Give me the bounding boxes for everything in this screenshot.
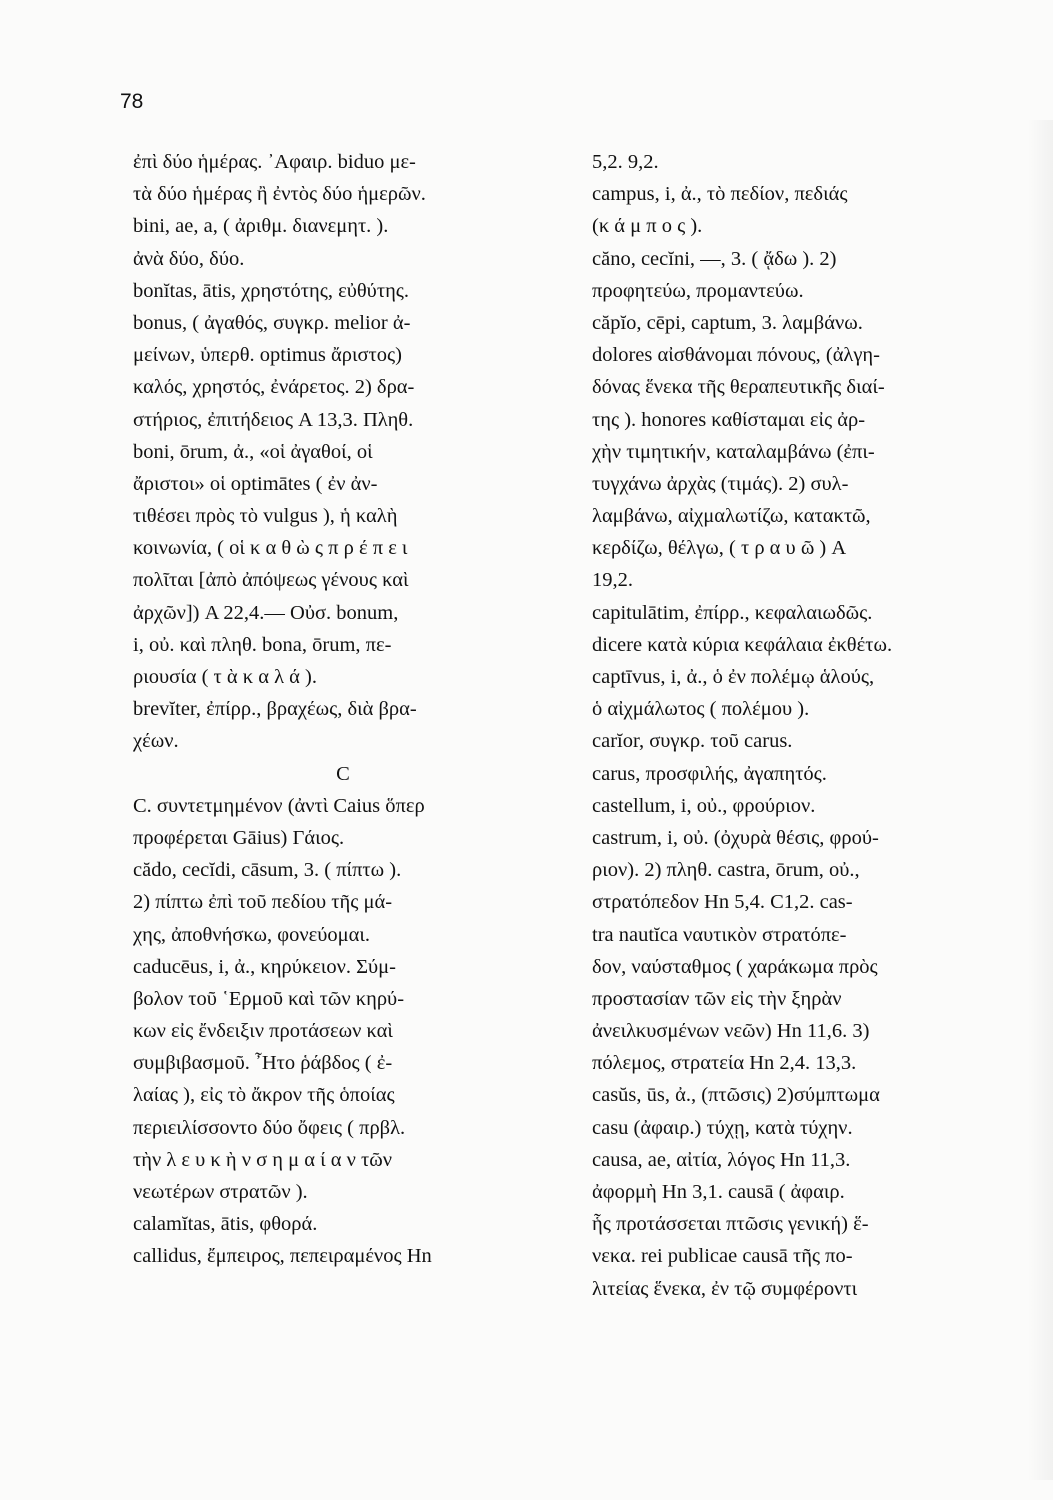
right-column [592, 146, 1032, 1305]
text-line: κοινωνία, ( οἱ κ α θ ὼ ς π ρ έ π ε ι [133, 537, 408, 560]
text-line: bini, ae, a, ( ἀριθμ. διανεμητ. ). [133, 215, 389, 238]
text-line: ἧς προτάσσεται πτῶσις γενική) ἕ- [592, 1213, 869, 1236]
text-line: λιτείας ἕνεκα, ἐν τῷ συμφέροντι [592, 1277, 858, 1300]
text-line: 5,2. 9,2. [592, 151, 659, 173]
text-line: προφητεύω, προμαντεύω. [592, 279, 804, 302]
text-line: μείνων, ὑπερθ. optimus ἄριστος) [133, 344, 402, 367]
text-line: căno, cecĭni, —, 3. ( ᾄδω ). 2) [592, 247, 837, 270]
text-line: cădo, cecĭdi, cāsum, 3. ( πίπτω ). [133, 859, 402, 882]
text-line: bonus, ( ἀγαθός, συγκρ. melior ἀ- [133, 311, 411, 334]
text-line: στρατόπεδον Hn 5,4. C1,2. cas- [592, 891, 853, 914]
text-line: τιθέσει πρὸς τὸ vulgus ), ἡ καλὴ [133, 505, 398, 528]
text-line: ἀνὰ δύο, δύο. [133, 247, 245, 270]
text-line: χὴν τιμητικήν, καταλαμβάνω (ἐπι- [592, 440, 875, 463]
text-line: χης, ἀποθνήσκω, φονεύομαι. [133, 923, 371, 946]
text-line: casŭs, ūs, ἀ., (πτῶσις) 2)σύμπτωμα [592, 1084, 880, 1107]
text-line: τυγχάνω ἀρχὰς (τιμάς). 2) συλ- [592, 472, 849, 495]
text-line: caducēus, i, ἀ., κηρύκειον. Σύμ- [133, 955, 396, 978]
text-line: brevĭter, ἐπίρρ., βραχέως, διὰ βρα- [133, 698, 417, 721]
text-line: C. συντετμημένον (ἀντὶ Caius ὅπερ [133, 794, 425, 817]
text-line: dolores αἰσθάνομαι πόνους, (ἀλγη- [592, 344, 880, 367]
text-line: 2) πίπτω ἐπὶ τοῦ πεδίου τῆς μά- [133, 891, 393, 914]
text-line: castellum, i, οὐ., φρούριον. [592, 794, 816, 817]
text-line: boni, ōrum, ἀ., «οἱ ἀγαθοί, οἱ [133, 440, 373, 463]
page-number: 78 [120, 90, 144, 113]
text-line: bonĭtas, ātis, χρηστότης, εὐθύτης. [133, 279, 410, 302]
text-line: χέων. [133, 730, 179, 753]
text-line: castrum, i, οὐ. (ὀχυρὰ θέσις, φρού- [592, 826, 879, 849]
text-line: campus, i, ἀ., τὸ πεδίον, πεδιάς [592, 183, 848, 206]
text-line: πολῖται [ἀπὸ ἀπόψεως γένους καὶ [133, 569, 409, 592]
text-line: captīvus, i, ἀ., ὁ ἐν πολέμῳ ἁλούς, [592, 666, 875, 688]
text-line: προφέρεται Gāius) Γάιος. [133, 826, 345, 849]
text-line: causa, ae, αἰτία, λόγος Hn 11,3. [592, 1148, 851, 1171]
text-line: casu (ἀφαιρ.) τύχῃ, κατὰ τύχην. [592, 1116, 853, 1139]
text-line: κερδίζω, θέλγω, ( τ ρ α υ ῶ ) A [592, 537, 847, 560]
text-line: δον, ναύσταθμος ( χαράκωμα πρὸς [592, 955, 878, 978]
text-line: λαμβάνω, αἰχμαλωτίζω, κατακτῶ, [592, 505, 871, 528]
text-line: (κ ά μ π ο ς ). [592, 215, 703, 238]
text-line: λαίας ), εἰς τὸ ἄκρον τῆς ὁποίας [133, 1084, 395, 1107]
text-line: i, οὐ. καὶ πληθ. bona, ōrum, πε- [133, 633, 392, 656]
text-line: capitulātim, ἐπίρρ., κεφαλαιωδῶς. [592, 601, 873, 624]
text-line: calamĭtas, ātis, φθορά. [133, 1213, 318, 1236]
text-line: carus, προσφιλής, ἀγαπητός. [592, 762, 827, 785]
text-line: περιειλίσσοντο δύο ὄφεις ( πρβλ. [133, 1116, 406, 1139]
text-line: ἀρχῶν]) A 22,4.— Οὐσ. bonum, [133, 601, 399, 624]
text-line: δόνας ἕνεκα τῆς θεραπευτικῆς διαί- [592, 376, 885, 399]
text-line: căpĭo, cēpi, captum, 3. λαμβάνω. [592, 311, 863, 334]
text-line: ἀφορμὴ Hn 3,1. causā ( ἀφαιρ. [592, 1181, 845, 1203]
text-line: συμβιβασμοῦ. ῏Ητο ῥάβδος ( ἐ- [133, 1052, 393, 1075]
text-line: τὰ δύο ἡμέρας ἢ ἐντὸς δύο ἡμερῶν. [133, 183, 426, 206]
text-line: νεκα. rei publicae causā τῆς πο- [592, 1245, 853, 1268]
text-line: dicere κατὰ κύρια κεφάλαια ἐκθέτω. [592, 633, 893, 656]
text-line: ριον). 2) πληθ. castra, ōrum, οὐ., [592, 859, 860, 882]
text-line: νεωτέρων στρατῶν ). [133, 1181, 308, 1203]
section-letter-heading: C [336, 762, 350, 785]
text-line: ἄριστοι» οἱ optimātes ( ἐν ἀν- [133, 472, 378, 495]
text-line: ἐπὶ δύο ἡμέρας. ᾿Αφαιρ. biduo με- [133, 151, 416, 173]
text-line: προστασίαν τῶν εἰς τὴν ξηρὰν [592, 987, 842, 1010]
text-line: tra nautĭca ναυτικὸν στρατόπε- [592, 923, 847, 946]
text-line: τὴν λ ε υ κ ὴ ν σ η μ α ί α ν τῶν [133, 1148, 393, 1171]
text-line: 19,2. [592, 569, 633, 592]
text-line: στήριος, ἐπιτήδειος A 13,3. Πληθ. [133, 408, 414, 431]
text-line: κων εἰς ἔνδειξιν προτάσεων καὶ [133, 1020, 393, 1043]
text-line: πόλεμος, στρατεία Hn 2,4. 13,3. [592, 1052, 857, 1075]
text-line: carĭor, συγκρ. τοῦ carus. [592, 730, 793, 753]
text-line: καλός, χρηστός, ἐνάρετος. 2) δρα- [133, 376, 415, 399]
text-line: ριουσία ( τ ὰ κ α λ ά ). [133, 666, 317, 688]
text-line: ἀνειλκυσμένων νεῶν) Hn 11,6. 3) [592, 1020, 870, 1043]
text-line: ὁ αἰχμάλωτος ( πολέμου ). [592, 698, 810, 721]
text-line: βολον τοῦ ῾Ερμοῦ καὶ τῶν κηρύ- [133, 987, 405, 1010]
left-column [133, 146, 573, 1273]
text-line: callidus, ἔμπειρος, πεπειραμένος Hn [133, 1245, 432, 1268]
text-line: της ). honores καθίσταμαι εἰς ἀρ- [592, 408, 866, 431]
